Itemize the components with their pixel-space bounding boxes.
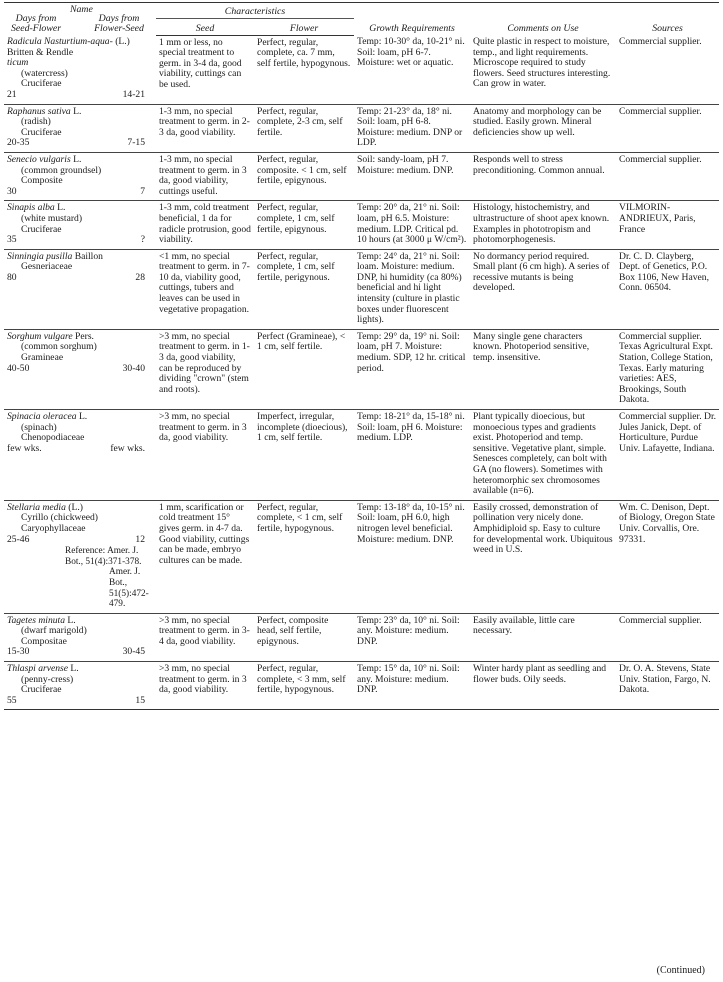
species-binomial: Tagetes minuta (7, 614, 66, 626)
family-name: Cruciferae (21, 126, 62, 138)
seed-cell: >3 mm, no special treatment to germ. in 3 da, good viability. (156, 410, 254, 501)
species-binomial: Raphanus sativa (7, 105, 71, 117)
flower-cell: Perfect, regular, complete, < 3 mm, self fertile, hypogynous. (254, 662, 354, 710)
reference-line-1: Reference: Amer. J. Bot., 51(4):371-378. (65, 546, 142, 567)
species-binomial: Thlaspi arvense (7, 663, 69, 675)
table-row (4, 662, 719, 710)
days-flower-seed: 7-15 (127, 137, 145, 149)
species-binomial-cont: ticum (7, 57, 29, 69)
common-name: (common sorghum) (21, 341, 97, 353)
sources-cell: Commercial supplier. (616, 613, 719, 661)
header-name: Name (70, 4, 93, 15)
header-growth: Growth Requirements (354, 3, 470, 36)
family-name: Composite (21, 175, 63, 187)
flower-cell: Perfect, composite head, self fertile, epigynous. (254, 613, 354, 661)
species-author: L. (65, 614, 76, 626)
species-binomial: Sinapis alba (7, 202, 55, 214)
comments-cell: No dormancy period required. Small plant (6 cm high). A series of recessive mutants is being developed. (470, 249, 616, 329)
species-binomial: Sorghum vulgare (7, 330, 73, 342)
sources-cell: VILMORIN-ANDRIEUX, Paris, France (616, 201, 719, 249)
species-author: L. (70, 153, 82, 165)
name-cell (4, 613, 156, 661)
days-seed-flower: few wks. (7, 442, 42, 454)
growth-cell: Temp: 20° da, 21° ni. Soil: loam, pH 6.5. Moisture: medium. LDP. Critical pd. 10 hours (at 3000 μ W/cm²). (354, 201, 470, 249)
flower-cell: Perfect, regular, complete, 2-3 cm, self fertile. (254, 104, 354, 152)
name-cell (4, 152, 156, 200)
days-flower-seed: 7 (140, 185, 145, 197)
flower-cell: Perfect, regular, complete, ca. 7 mm, self fertile, hypogynous. (254, 35, 354, 104)
species-author: L. (70, 105, 82, 117)
table-row (4, 500, 719, 613)
family-name: Chenopodiaceae (21, 432, 85, 444)
days-seed-flower: 21 (7, 88, 17, 100)
common-name: (radish) (21, 116, 51, 128)
species-author: L. (54, 202, 66, 214)
common-name: (watercress) (21, 67, 68, 79)
sources-cell: Commercial supplier. (616, 104, 719, 152)
header-characteristics: Characteristics (156, 3, 354, 19)
header-flower: Flower (254, 19, 354, 35)
seed-cell: 1-3 mm, cold treatment beneficial, 1 da for radicle protrusion, good viability. (156, 201, 254, 249)
species-binomial: Senecio vulgaris (7, 153, 71, 165)
plant-table (4, 2, 719, 710)
flower-cell: Perfect, regular, complete, 1 cm, self fertile, epigynous. (254, 201, 354, 249)
header-days-flower-seed: Days from Flower-Seed (94, 13, 144, 34)
flower-cell: Perfect, regular, composite. < 1 cm, self fertile, epigynous. (254, 152, 354, 200)
days-seed-flower: 20-35 (7, 137, 30, 149)
species-binomial: Radicula Nasturtium-aqua- (7, 36, 113, 47)
reference-note (7, 546, 153, 610)
days-flower-seed: few wks. (110, 442, 145, 454)
seed-cell: >3 mm, no special treatment to germ. in 3-4 da, good viability. (156, 613, 254, 661)
species-author: L. (76, 411, 88, 422)
family-name: Cruciferae (21, 223, 62, 235)
family-name: Cruciferae (21, 684, 62, 696)
table-row (4, 410, 719, 501)
table-row (4, 152, 719, 200)
name-cell (4, 662, 156, 710)
comments-cell: Easily available, little care necessary. (470, 613, 616, 661)
table-row (4, 249, 719, 329)
species-author: (L.) Britten & Rendle (7, 36, 130, 58)
species-author: L. (68, 663, 79, 675)
seed-cell: 1-3 mm, no special treatment to germ. in 3 da, good viability, cuttings useful. (156, 152, 254, 200)
growth-cell: Soil: sandy-loam, pH 7. Moisture: medium. DNP. (354, 152, 470, 200)
days-flower-seed: 28 (135, 271, 145, 283)
days-flower-seed: 30-40 (122, 362, 145, 374)
days-seed-flower: 15-30 (7, 646, 30, 658)
days-seed-flower: 35 (7, 234, 17, 246)
seed-cell: 1 mm or less, no special treatment to germ. in 3-4 da, good viability, cuttings can be used. (156, 35, 254, 104)
sources-cell: Commercial supplier. Texas Agricultural Expt. Station, College Station, Texas. Early maturing varieties: AES, Brookings, South Dakota. (616, 329, 719, 409)
table-row (4, 35, 719, 104)
species-author-cont: Cyrillo (chickweed) (21, 512, 98, 524)
sources-cell: Commercial supplier. (616, 152, 719, 200)
seed-cell: >3 mm, no special treatment to germ. in 3 da, good viability. (156, 662, 254, 710)
name-cell (4, 201, 156, 249)
continued-note: (Continued) (656, 965, 705, 976)
name-cell (4, 249, 156, 329)
flower-cell: Perfect, regular, complete, < 1 cm, self fertile, hypogynous. (254, 500, 354, 613)
days-seed-flower: 55 (7, 694, 17, 706)
header-seed: Seed (156, 19, 254, 35)
comments-cell: Easily crossed, demonstration of pollination very nicely done. Amphidiploid sp. Easy to culture for developmental work. Ubiquitous weed in U.S. (470, 500, 616, 613)
days-seed-flower: 25-46 (7, 533, 30, 545)
comments-cell: Plant typically dioecious, but monoecious types and gradients exist. Photoperiod and temp. sensitive. Vegetative plant, simple. Senesces completely, can bolt with GA (no flowers). Sometimes with heteromorphic sex chromosomes available (n=6). (470, 410, 616, 501)
header-comments: Comments on Use (470, 3, 616, 36)
comments-cell: Many single gene characters known. Photoperiod sensitive, temp. insensitive. (470, 329, 616, 409)
sources-cell: Wm. C. Denison, Dept. of Biology, Oregon State Univ. Corvallis, Ore. 97331. (616, 500, 719, 613)
table-body (4, 35, 719, 710)
comments-cell: Responds well to stress preconditioning. Common annual. (470, 152, 616, 200)
growth-cell: Temp: 18-21° da, 15-18° ni. Soil: loam, pH 6. Moisture: medium. LDP. (354, 410, 470, 501)
seed-cell: >3 mm, no special treatment to germ. in 1-3 da, good viability, can be reproduced by dividing "crown" (stem and roots). (156, 329, 254, 409)
species-author: (L.) (65, 501, 83, 513)
family-name: Gesneriaceae (21, 261, 73, 273)
days-seed-flower: 40-50 (7, 362, 30, 374)
sources-cell: Dr. O. A. Stevens, State Univ. Station, Fargo, N. Dakota. (616, 662, 719, 710)
reference-line-2: Amer. J. Bot., 51(5):472-479. (109, 567, 149, 610)
name-cell (4, 104, 156, 152)
growth-cell: Temp: 29° da, 19° ni. Soil: loam, pH 7. Moisture: medium. SDP, 12 hr. critical period. (354, 329, 470, 409)
table-row (4, 104, 719, 152)
table-row (4, 329, 719, 409)
seed-cell: 1 mm, scarification or cold treatment 15° gives germ. in 4-7 da. Good viability, cuttings can be made, embryo cultures can be made. (156, 500, 254, 613)
species-binomial: Stellaria media (7, 501, 66, 513)
header-sources: Sources (616, 3, 719, 36)
growth-cell: Temp: 23° da, 10° ni. Soil: any. Moisture: medium. DNP. (354, 613, 470, 661)
seed-cell: <1 mm, no special treatment to germ. in 7-10 da, viability good, cuttings, tubers and leaves can be used in vegetative propagation. (156, 249, 254, 329)
days-flower-seed: 30-45 (122, 646, 145, 658)
table-row (4, 613, 719, 661)
growth-cell: Temp: 13-18° da, 10-15° ni. Soil: loam, pH 6.0, high nitrogen level beneficial. Moisture: medium. DNP. (354, 500, 470, 613)
name-cell (4, 410, 156, 501)
table-row (4, 201, 719, 249)
growth-cell: Temp: 10-30° da, 10-21° ni. Soil: loam, pH 6-7. Moisture: wet or aquatic. (354, 35, 470, 104)
comments-cell: Winter hardy plant as seedling and flower buds. Oily seeds. (470, 662, 616, 710)
days-flower-seed: 15 (135, 694, 145, 706)
name-cell (4, 329, 156, 409)
common-name: (dwarf marigold) (21, 625, 87, 637)
header-days-seed-flower: Days from Seed-Flower (10, 13, 62, 34)
sources-cell: Commercial supplier. Dr. Jules Janick, Dept. of Horticulture, Purdue Univ. Lafayette, Indiana. (616, 410, 719, 501)
flower-cell: Perfect, regular, complete, 1 cm, self fertile, perigynous. (254, 249, 354, 329)
comments-cell: Histology, histochemistry, and ultrastructure of shoot apex known. Examples in phototropism and photomorphogenesis. (470, 201, 616, 249)
days-flower-seed: ? (140, 234, 145, 246)
common-name: (common groundsel) (21, 164, 102, 176)
flower-cell: Imperfect, irregular, incomplete (dioecious), 1 cm, self fertile. (254, 410, 354, 501)
common-name: (white mustard) (21, 212, 83, 224)
days-seed-flower: 30 (7, 185, 17, 197)
flower-cell: Perfect (Gramineae), < 1 cm, self fertile. (254, 329, 354, 409)
growth-cell: Temp: 24° da, 21° ni. Soil: loam. Moisture: medium. DNP, hi humidity (ca 80%) beneficial and hi light intensity (culture in plastic boxes under fluorescent lights). (354, 249, 470, 329)
name-cell (4, 35, 156, 104)
document-page (4, 2, 719, 978)
species-author: Baillon (72, 250, 103, 262)
table-header (4, 3, 719, 36)
growth-cell: Temp: 15° da, 10° ni. Soil: any. Moisture: medium. DNP. (354, 662, 470, 710)
species-binomial: Sinningia pusilla (7, 250, 73, 262)
seed-cell: 1-3 mm, no special treatment to germ. in 2-3 da, good viability. (156, 104, 254, 152)
sources-cell: Commercial supplier. (616, 35, 719, 104)
species-binomial: Spinacia oleracea (7, 411, 77, 422)
growth-cell: Temp: 21-23° da, 18° ni. Soil: loam, pH 6-8. Moisture: medium. DNP or LDP. (354, 104, 470, 152)
family-name: Gramineae (21, 352, 64, 364)
header-name-cell (4, 3, 156, 36)
family-name: Cruciferae (21, 78, 62, 90)
sources-cell: Dr. C. D. Clayberg, Dept. of Genetics, P.O. Box 1106, New Haven, Conn. 06504. (616, 249, 719, 329)
species-author: Pers. (72, 330, 94, 342)
days-flower-seed: 12 (135, 533, 145, 545)
days-flower-seed: 14-21 (122, 88, 145, 100)
family-name: Compositae (21, 635, 67, 647)
comments-cell: Quite plastic in respect to moisture, temp., and light requirements. Microscope required to study flowers. Seed structures interesting. Can grow in water. (470, 35, 616, 104)
family-name: Caryophyllaceae (21, 522, 86, 534)
common-name: (penny-cress) (21, 673, 74, 685)
days-seed-flower: 80 (7, 271, 17, 283)
common-name: (spinach) (21, 421, 57, 433)
comments-cell: Anatomy and morphology can be studied. Easily grown. Mineral deficiencies show up well. (470, 104, 616, 152)
name-cell (4, 500, 156, 613)
